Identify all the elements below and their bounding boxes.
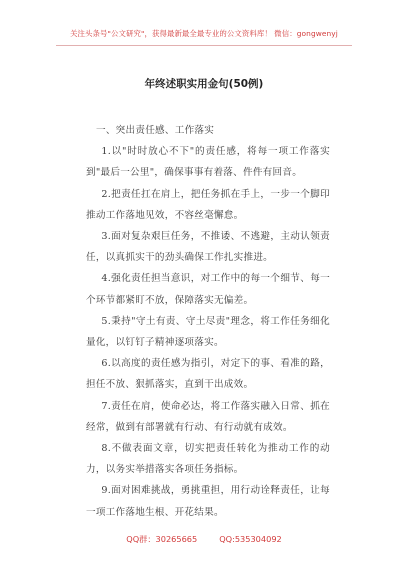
- paragraph-7: 7.责任在肩，使命必达，将工作落实融入日常、抓在经常，做到有部署就有行动、有行动就有成效。: [86, 400, 330, 433]
- header-notice: 关注头条号"公文研究"，获得最新最全最专业的公文资料库！ 微信：gongwenyj: [70, 29, 338, 38]
- paragraph-6: 6.以高度的责任感为指引，对定下的事、看准的路，担任不放、狠抓落实，直到干出成效。: [86, 358, 330, 391]
- section-heading: 一、突出责任感、工作落实: [96, 125, 215, 136]
- header-divider: [56, 45, 352, 46]
- paragraph-4: 4.强化责任担当意识，对工作中的每一个细节、每一个环节都紧盯不放，保障落实无偏差。: [86, 273, 330, 306]
- paragraph-2: 2.把责任扛在肩上，把任务抓在手上，一步一个脚印推动工作落地见效，不容丝毫懈怠。: [86, 188, 330, 221]
- document-title: 年终述职实用金句(50例): [144, 78, 264, 90]
- paragraph-1: 1.以"时时放心不下"的责任感，将每一项工作落实到"最后一公里"，确保事事有着落、件件有回音。: [86, 146, 330, 179]
- paragraph-5: 5.秉持"守土有责、守土尽责"理念，将工作任务细化量化，以钉钉子精神逐项落实。: [86, 315, 330, 349]
- paragraph-3: 3.面对复杂艰巨任务，不推诿、不逃避，主动认领责任，以真抓实干的劲头确保工作扎实推进。: [86, 231, 330, 264]
- footer-qq-group: QQ群：30265665: [126, 534, 198, 544]
- paragraph-9: 9.面对困难挑战，勇挑重担，用行动诠释责任，让每一项工作落地生根、开花结果。: [86, 485, 330, 518]
- footer-contact: [0, 534, 408, 545]
- paragraph-8: 8.不做表面文章，切实把责任转化为推动工作的动力，以务实举措落实各项任务指标。: [86, 443, 330, 476]
- document-body: [86, 120, 330, 523]
- footer-qq-number: QQ:535304092: [219, 534, 282, 544]
